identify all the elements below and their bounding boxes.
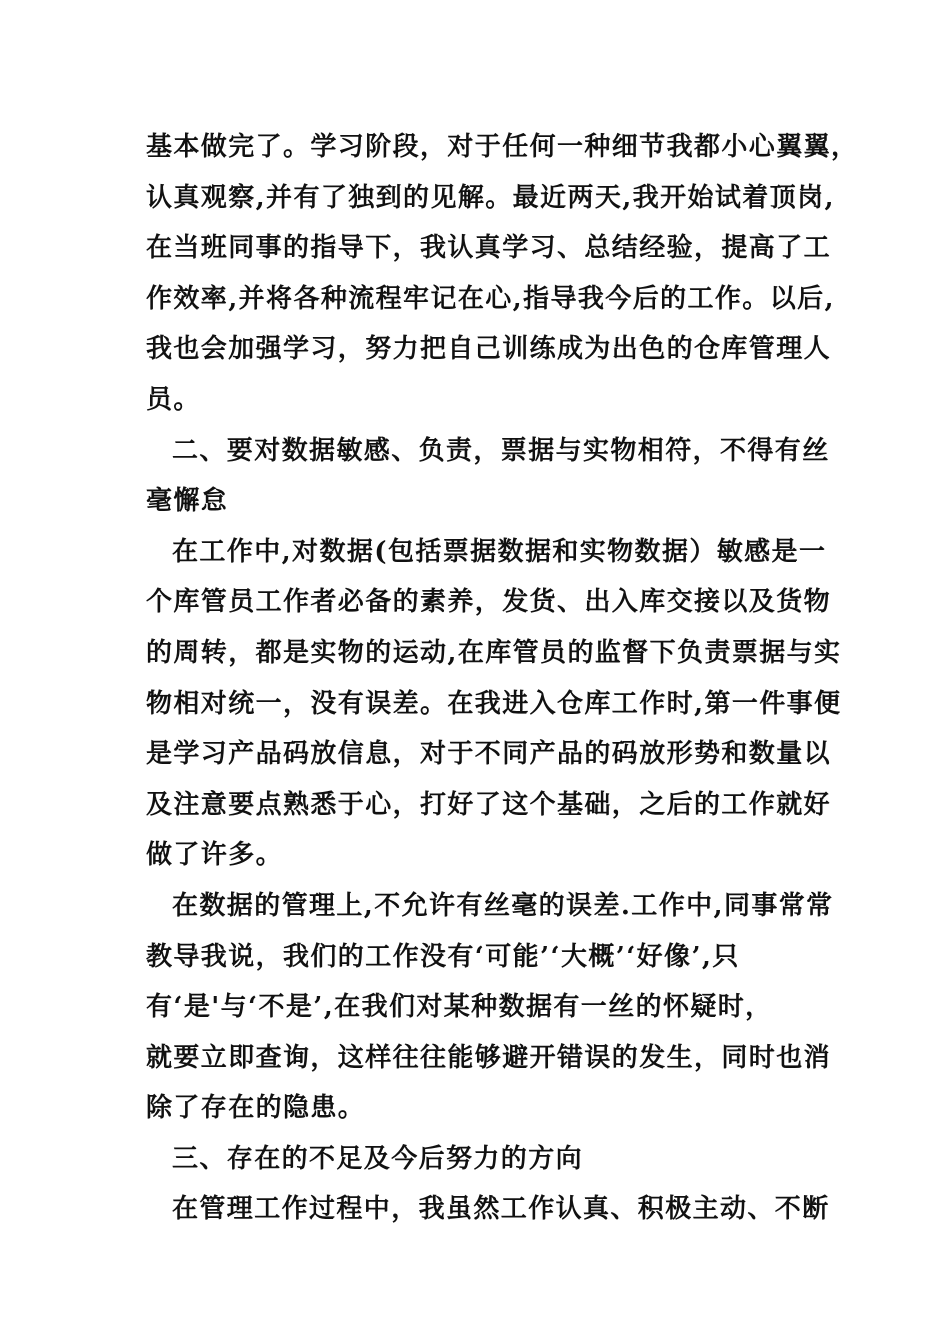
text-line: 认真观察,并有了独到的见解。最近两天,我开始试着顶岗, [146, 182, 835, 213]
text-line: 我也会加强学习，努力把自己训练成为出色的仓库管理人 [146, 334, 832, 365]
text-line: 是学习产品码放信息，对于不同产品的码放形势和数量以 [146, 739, 832, 770]
text-line: 个库管员工作者必备的素养，发货、出入库交接以及货物 [146, 587, 832, 618]
text-line: 及注意要点熟悉于心，打好了这个基础，之后的工作就好 [146, 789, 832, 820]
text-line: 在数据的管理上,不允许有丝毫的误差.工作中,同事常常 [172, 890, 834, 921]
text-line: 在工作中,对数据(包括票据数据和实物数据）敏感是一 [172, 536, 827, 567]
text-line: 就要立即查询，这样往往能够避开错误的发生，同时也消 [146, 1042, 832, 1073]
text-line: 教导我说，我们的工作没有‘可能’‘大概’‘好像’,只 [146, 941, 740, 972]
text-line: 有‘是'与‘不是’,在我们对某种数据有一丝的怀疑时， [146, 992, 773, 1023]
body-text [146, 122, 859, 1235]
text-line: 在当班同事的指导下，我认真学习、总结经验，提高了工 [146, 233, 832, 264]
section-heading-2: 二、要对数据敏感、负责，票据与实物相符，不得有丝 [172, 435, 830, 466]
text-line: 的周转，都是实物的运动,在库管员的监督下负责票据与实 [146, 637, 842, 668]
text-line: 员。 [146, 384, 201, 415]
text-line: 物相对统一，没有误差。在我进入仓库工作时,第一件事便 [146, 688, 842, 719]
text-line: 作效率,并将各种流程牢记在心,指导我今后的工作。以后, [146, 283, 835, 314]
text-line: 在管理工作过程中，我虽然工作认真、积极主动、不断 [172, 1194, 830, 1225]
section-heading-2-cont: 毫懈怠 [146, 486, 229, 517]
text-line: 除了存在的隐患。 [146, 1093, 366, 1124]
section-heading-3: 三、存在的不足及今后努力的方向 [172, 1143, 584, 1174]
text-line: 基本做完了。学习阶段，对于任何一种细节我都小心翼翼， [146, 132, 859, 162]
text-line: 做了许多。 [146, 840, 284, 871]
